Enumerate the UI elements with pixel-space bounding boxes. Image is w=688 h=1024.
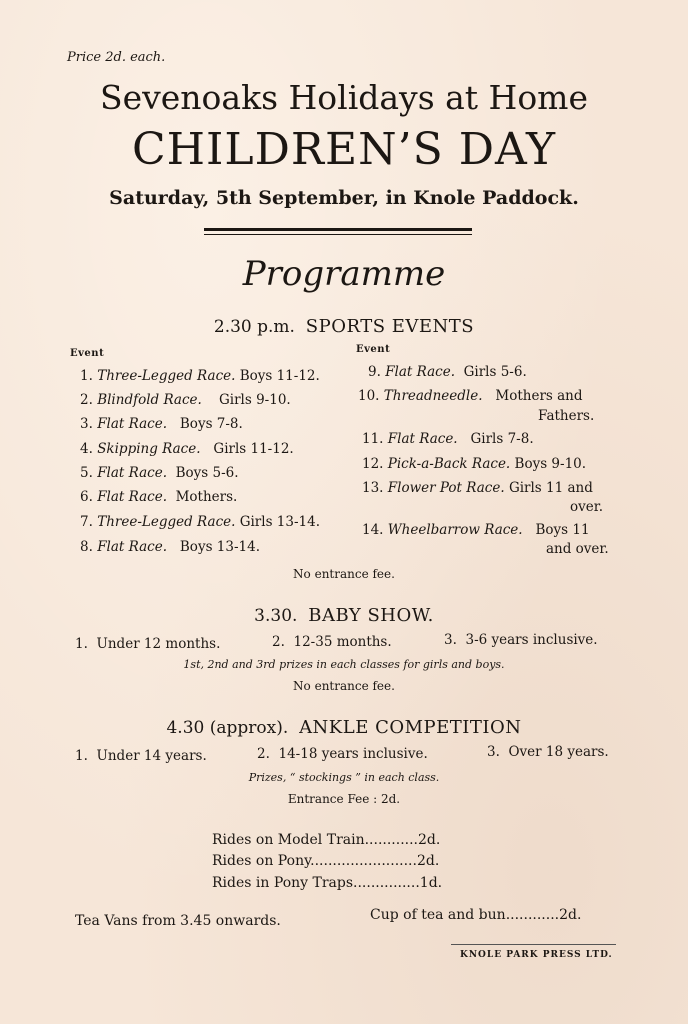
sports-title: SPORTS EVENTS (305, 316, 475, 337)
ankle-title: ANKLE COMPETITION (299, 717, 522, 738)
event-series-title: Sevenoaks Holidays at Home (99, 78, 589, 117)
baby-heading (0, 605, 688, 626)
event-row: 5. Flat Race. Boys 5-6. (80, 465, 239, 481)
ankle-class: 1. Under 14 years. (75, 748, 207, 764)
printer-imprint: KNOLE PARK PRESS LTD. (460, 950, 613, 960)
press-rule (451, 944, 616, 945)
title-rule-thin (204, 234, 472, 235)
baby-title: BABY SHOW. (308, 605, 434, 626)
event-row: 11. Flat Race. Girls 7-8. (362, 431, 534, 447)
event-row: 13. Flower Pot Race. Girls 11 and (362, 480, 593, 496)
ankle-class: 3. Over 18 years. (487, 744, 609, 760)
event-row: 12. Pick-a-Back Race. Boys 9-10. (362, 456, 587, 472)
column-head-right: Event (356, 344, 391, 355)
baby-time: 3.30. (254, 606, 298, 626)
event-row-continued: and over. (546, 541, 609, 557)
event-row: 7. Three-Legged Race. Girls 13-14. (80, 514, 321, 530)
event-row: 4. Skipping Race. Girls 11-12. (80, 441, 294, 457)
baby-class: 2. 12-35 months. (272, 634, 392, 650)
event-row: 9. Flat Race. Girls 5-6. (368, 364, 527, 380)
ride-item: Rides on Model Train............2d. (212, 832, 441, 848)
sports-heading (0, 316, 688, 337)
sports-fee: No entrance fee. (293, 567, 395, 581)
baby-class: 3. 3-6 years inclusive. (444, 632, 598, 648)
sports-time: 2.30 p.m. (213, 317, 295, 337)
tea-vans-note: Tea Vans from 3.45 onwards. (75, 913, 281, 929)
event-row: 10. Threadneedle. Mothers and (358, 388, 583, 404)
title-rule (204, 228, 472, 231)
tea-price-line: Cup of tea and bun............2d. (370, 907, 582, 923)
programme-heading: Programme (242, 254, 446, 294)
column-head-left: Event (70, 348, 105, 359)
ride-item: Rides in Pony Traps...............1d. (212, 875, 443, 891)
ride-item: Rides on Pony........................2d. (212, 853, 440, 869)
ankle-prizes: Prizes, “ stockings ” in each class. (248, 771, 440, 784)
ankle-fee: Entrance Fee : 2d. (287, 792, 401, 806)
main-title: CHILDREN’S DAY (131, 124, 557, 175)
ankle-heading (0, 717, 688, 738)
event-row: 14. Wheelbarrow Race. Boys 11 (362, 522, 590, 538)
event-row-continued: over. (570, 499, 604, 515)
event-row: 1. Three-Legged Race. Boys 11-12. (80, 368, 320, 384)
event-row: 3. Flat Race. Boys 7-8. (80, 416, 243, 432)
baby-class: 1. Under 12 months. (75, 636, 221, 652)
baby-fee: No entrance fee. (293, 679, 395, 693)
date-location: Saturday, 5th September, in Knole Paddock. (109, 187, 579, 209)
baby-prizes: 1st, 2nd and 3rd prizes in each classes for girls and boys. (183, 658, 505, 671)
event-row: 6. Flat Race. Mothers. (80, 489, 238, 505)
ankle-class: 2. 14-18 years inclusive. (257, 746, 428, 762)
event-row: 8. Flat Race. Boys 13-14. (80, 539, 260, 555)
event-row: 2. Blindfold Race. Girls 9-10. (80, 392, 291, 408)
event-row-continued: Fathers. (538, 408, 595, 424)
price-note: Price 2d. each. (67, 50, 166, 65)
ankle-time: 4.30 (approx). (166, 718, 289, 738)
